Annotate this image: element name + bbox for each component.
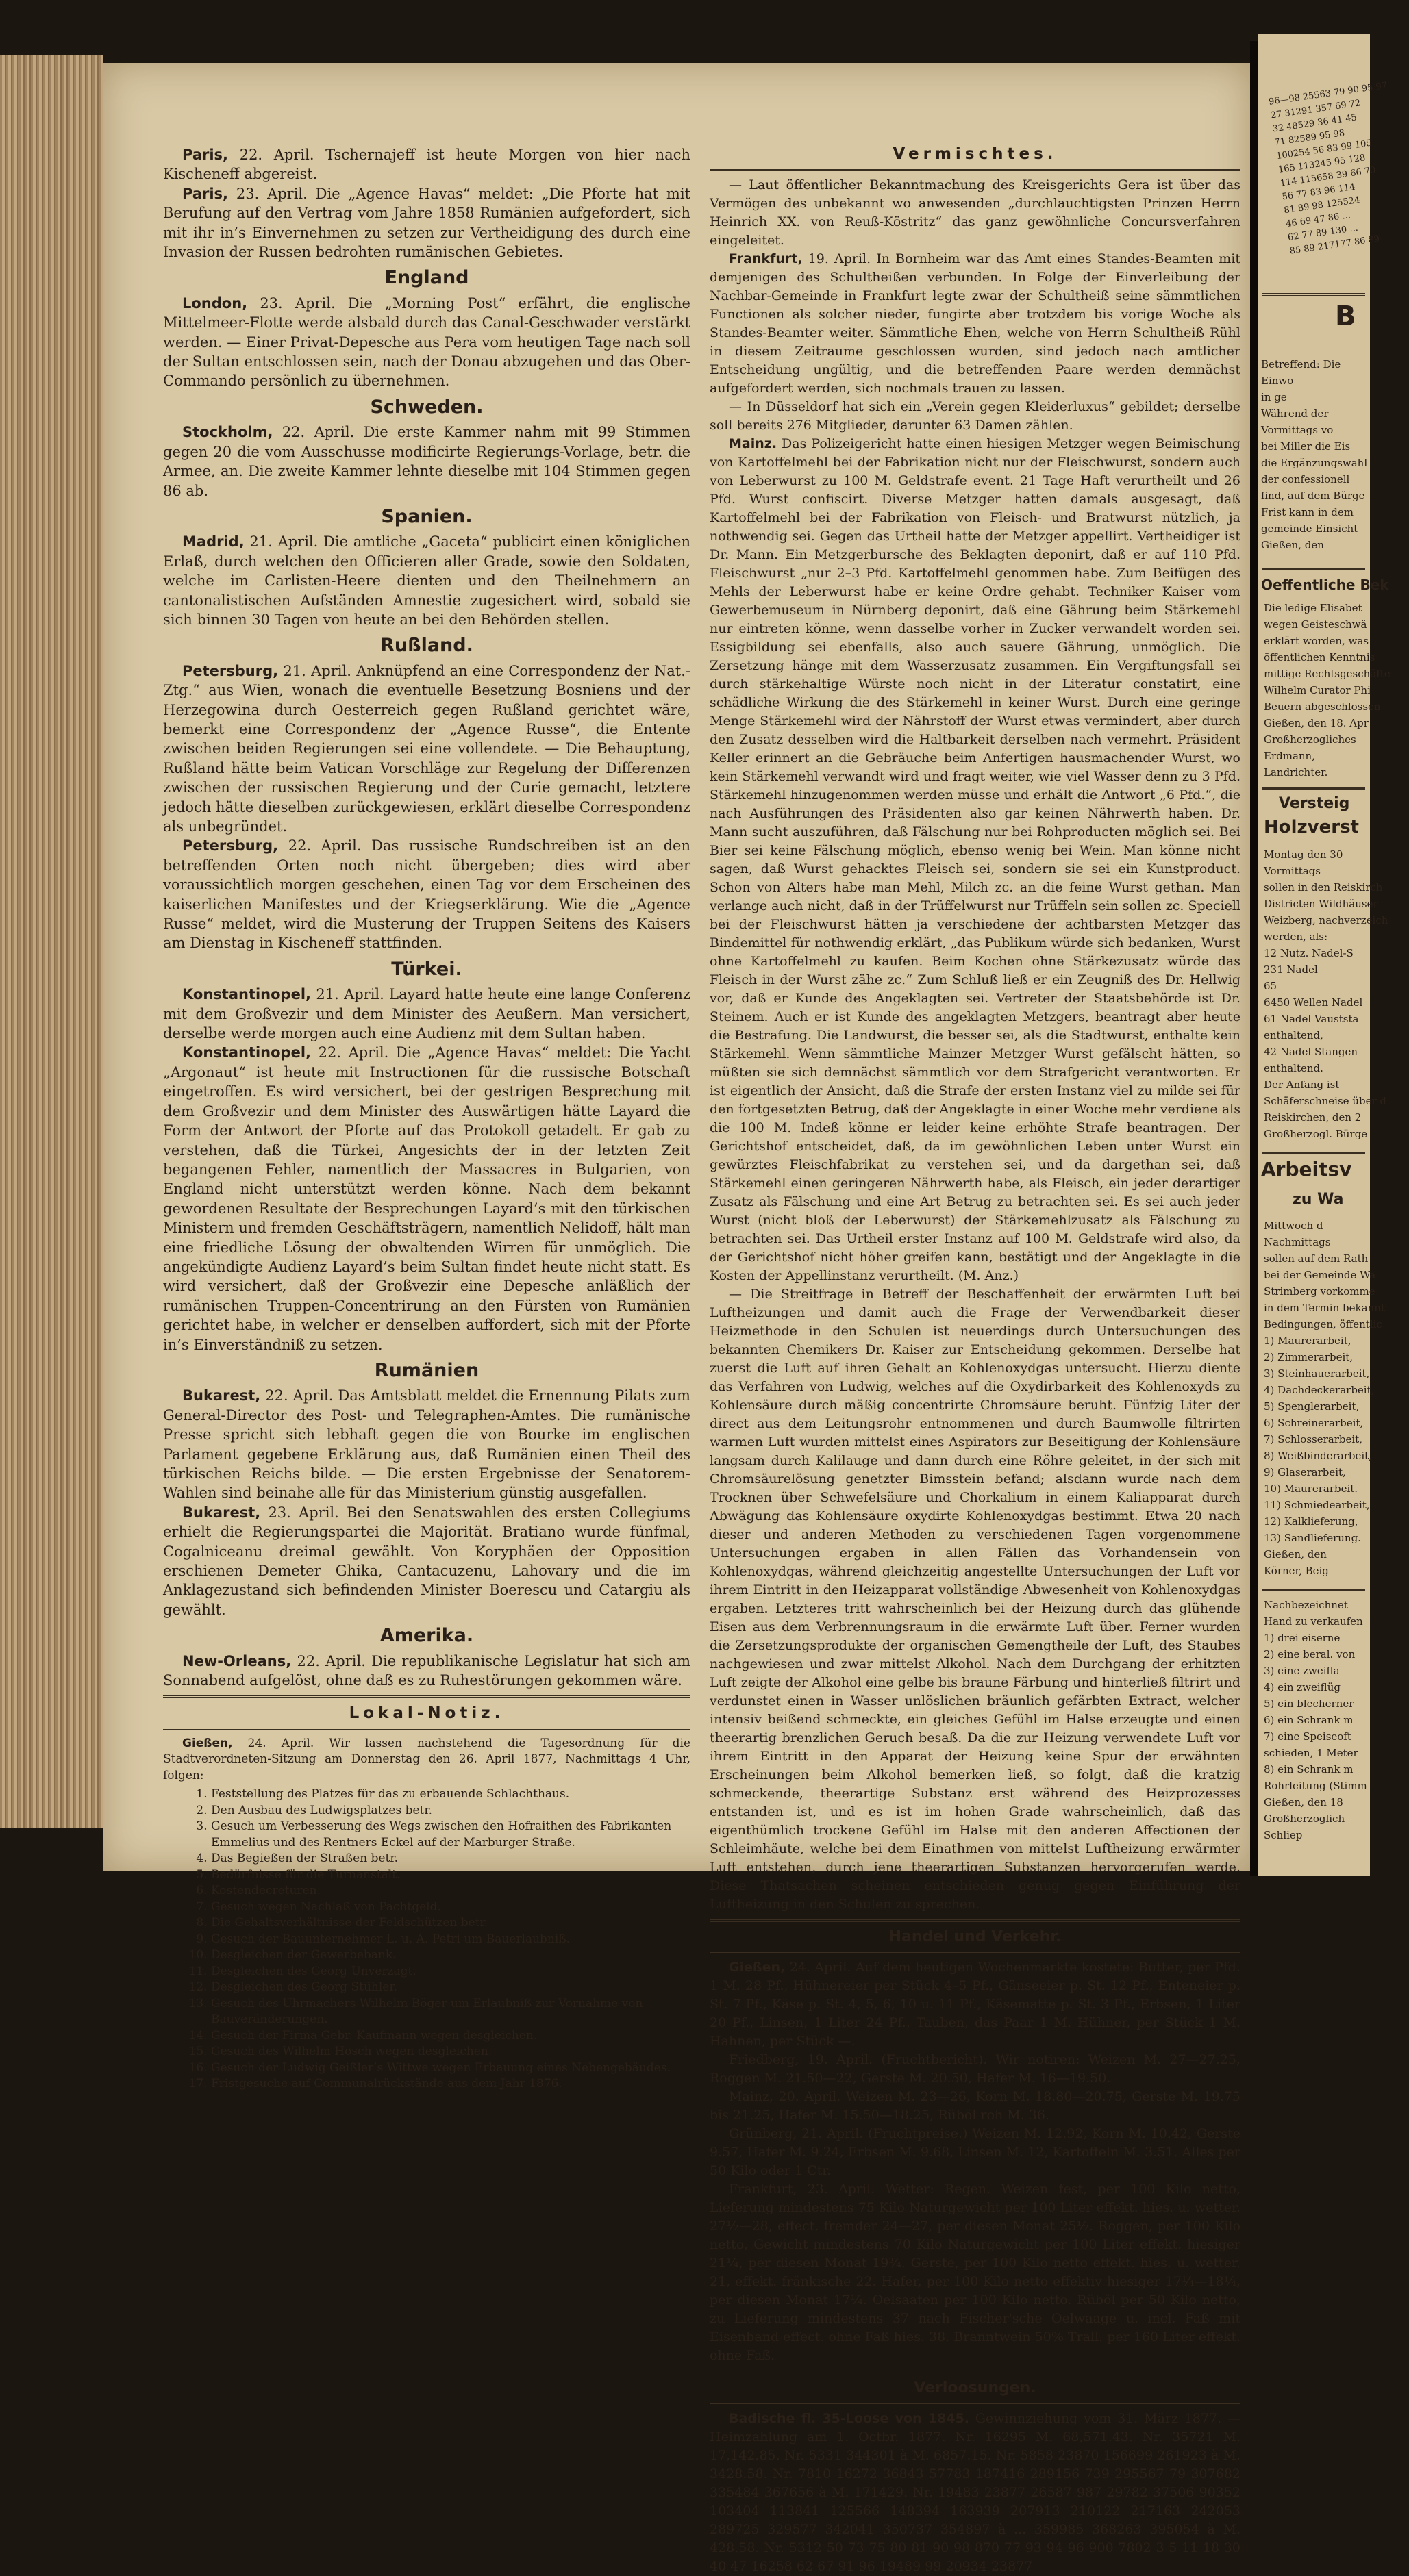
article-text: 22. April. Die erste Kammer nahm mit 99 Stimmen gegen 20 die vom Ausschusse modificirte Regierungs-Vorlage, betr. die Armee, an. Die zweite Kammer lehnte dieselbe mit 104 Stimmen gegen 86 ab. [163, 424, 690, 499]
ad-heading-versteigerung: Versteig [1279, 795, 1350, 812]
section-heading-rumaenien: Rumänien [374, 1359, 479, 1381]
dateline-place: Stockholm, [182, 424, 273, 441]
article-text: 23. April. Die „Morning Post“ erfährt, die englische Mittelmeer-Flotte werde alsbald durch das Canal-Geschwader verstärkt werden. — Einer Privat-Depesche aus Pera vom heutigen Tage nach soll der Sultan entschlossen sein, nach der Donau abzugehen und das Ober-Commando persönlich zu übernehmen. [163, 294, 690, 390]
agenda-item: 14. Gesuch der Firma Gebr. Kaufmann wegen desgleichen. [211, 2028, 690, 2045]
section-rule [1262, 787, 1365, 790]
dateline-place: Petersburg, [182, 837, 279, 855]
market-mainz: Mainz, 20. April. Weizen M. 23—26, Korn M. 18.80—20.75, Gerste M. 19.75 bis 21.25, Hafer M. 15.50—18.25, Rüböl roh M. 36. [710, 2089, 1240, 2123]
dateline-place: Mainz. [729, 436, 777, 451]
article-text: 21. April. Anknüpfend an eine Correspondenz der Nat.-Ztg.“ aus Wien, wonach die eventuelle Besetzung Bosniens und der Herzegowina durch Oesterreich gegen Rußland gerichtet wäre, bemerkt eine Correspondenz der „Agence Russe“, die Entente zwischen beiden Regierungen sei eine vollendete. — Die Behauptung, Rußland hätte beim Vatican Vorschläge zur Regelung der Differenzen zwischen der russischen Regierung und der Curie gemacht, letztere jedoch hätte dieselben zurückgewiesen, erklärt dieselbe Correspondenz als unbegründet. [163, 662, 690, 835]
section-rule [1262, 293, 1365, 296]
article-text: 22. April. Das Amtsblatt meldet die Ernennung Pilats zum General-Director des Post- und Telegraphen-Amtes. Die rumänische Presse spricht sich lebhaft gegen die von Bourke im englischen Parlament gegebene Erklärung aus, daß Rumänien einen Theil des türkischen Reichs bilde. — Die ersten Ergebnisse der Senatorem-Wahlen sind beinahe alle für das Ministerium günstig ausgefallen. [163, 1387, 690, 1502]
adjacent-page [1258, 34, 1391, 1876]
article-paris-2 [163, 184, 690, 262]
article-text: 22. April. Die „Agence Havas“ meldet: Die Yacht „Argonaut“ ist heute mit Instructionen für die russische Botschaft eingetroffen. Es wird versichert, bei der gestrigen Besprechung mit dem Großvezir und dem Minister des Auswärtigen hätte Layard die Form der Antwort der Pforte auf das Protokoll getadelt. Er gab zu verstehen, daß die Türkei, Angesichts der in der letzten Zeit begangenen Fehler, namentlich der Massacres in Bulgarien, von England nicht unterstützt werden könne. Nach dem bekannt gewordenen Resultate der Besprechungen Layard’s mit den türkischen Ministern und fremden Geschäftsträgern, namentlich Nelidoff, hält man eine friedliche Lösung der obwaltenden Wirren für unmöglich. Die angekündigte Audienz Layard’s beim Sultan findet heute nicht statt. Es wird versichert, daß der Großvezir eine Depesche anläßlich der rumänischen Truppen-Concentrirung an den Fürsten von Rumänien gerichtet habe, in welcher er denselben auffordert, sich mit der Pforte in’s Einverständniß zu setzen. [163, 1044, 690, 1353]
section-rule [163, 1695, 690, 1698]
dateline-place: New-Orleans, [182, 1652, 292, 1669]
market-frankfurt: Frankfurt, 23. April. Wetter: Regen. Weizen fest, per 100 Kilo netto, Lieferung mindestens 75 Kilo Naturgewicht per 100 Liter effekt. hies. u. wetter. 27½—28, effect. fremder 24—27, per diesen Monat 25½. Roggen, per 100 Kilo netto, Gewicht mindestens 70 Kilo Naturgewicht per 100 Liter effekt. hiesiger 21¼, per diesen Monat 19¾. Gerste, per 100 Kilo netto effekt. hies. u. wetter. 21, effekt. fränkische 22. Hafer, per 100 Kilo netto effektiv hiesiger 17¼—18¼, per diesen Monat 17¼. Oelsaaten per 100 Kilo netto. Rüböl per 50 Kilo netto, zu Lieferung mindestens 37 nach Fischer'sche Oelwaage u. incl. Faß mit Eisenband effect. ohne Faß hies. 38. Branntwein 50% Trall. per 160 Liter effekt. ohne Faß. [710, 2182, 1240, 2363]
dateline-place: Konstantinopel, [182, 1044, 312, 1061]
dateline-place: Paris, [182, 147, 229, 163]
section-rule [1262, 568, 1365, 570]
ad-heading-b: B [1335, 301, 1356, 332]
article-text: 19. April. In Bornheim war das Amt eines Standes-Beamten mit demjenigen des Schultheißen verbunden. In Folge der Einverleibung der Nachbar-Gemeinde in Frankfurt legte zwar der Schultheiß seine sämmtlichen Functionen als solcher nieder, fungirte aber trotzdem bis vorige Woche als Standes-Beamter weiter. Sämmtliche Ehen, welche von Herrn Schultheiß Rühl in diesem Zeitraume geschlossen wurden, sind jedoch nach amtlicher Entscheidung ungültig, und die betreffenden Paare werden demnächst aufgefordert werden, sich nochmals trauen zu lassen. [710, 251, 1241, 396]
lottery-title: Badische fl. 35-Loose von 1845. [729, 2411, 970, 2426]
article-text: 21. April. Layard hatte heute eine lange Conferenz mit dem Großvezir und dem Minister des Aeußern. Man versichert, derselbe werde morgen auch eine Audienz mit dem Sultan haben. [163, 986, 690, 1042]
ad-heading-arbeitsvergebung: Arbeitsv [1261, 1158, 1352, 1180]
agenda-item: 1. Feststellung des Platzes für das zu erbauende Schlachthaus. [211, 1786, 690, 1803]
agenda-item: 9. Gesuch der Bauunternehmer L. u. A. Petri um Bauerlaubniß. [211, 1932, 690, 1948]
ad-verkauf-text: Nachbezeichnet Hand zu verkaufen 1) drei eiserne 2) eine beral. von 3) eine zweifla 4) ein zweiflüg 5) ein blecherner 6) ein Schrank m 7) eine Speiseoft schieden, 1 Meter 8) ein Schrank m Rohrleitung (Stimm Gießen, den 18 Großherzoglich Schliep [1264, 1599, 1367, 1841]
agenda-item: 6. Kostendecreturen. [211, 1883, 690, 1899]
market-giessen [710, 1958, 1240, 2051]
article-paris-1 [163, 145, 690, 184]
agenda-item: 5. Bedürfnisse für die Turnanstalt. [211, 1867, 690, 1884]
article-konstantinopel-2 [163, 1043, 690, 1354]
agenda-item: 12. Desgleichen des Georg Stühler. [211, 1980, 690, 1996]
agenda-list [163, 1786, 690, 2093]
article-lokal-notiz [163, 1736, 690, 1784]
agenda-item: 10. Desgleichen der Gewerbebank. [211, 1947, 690, 1964]
right-column [710, 145, 1240, 2576]
dateline-place: Bukarest, [182, 1504, 261, 1521]
section-heading-tuerkei: Türkei. [391, 958, 462, 980]
newspaper-page [103, 63, 1250, 2574]
market-gruenberg: Grünberg, 21. April. (Fruchtpreise.) Weizen M. 12.92, Korn M. 10.42, Gerste 9.57, Hafer M. 9.24, Erbsen M. 9.68, Linsen M. 12, Kartoffeln M. 3.51. Alles per 50 Kilo oder 1 Ctr. [710, 2126, 1240, 2178]
market-friedberg: Friedberg, 19. April. (Fruchtbericht). Wir notiren: Weizen M. 27—27.25, Roggen M. 21.50—22, Gerste M. 20.50, Hafer M. 16—19.50. [710, 2052, 1240, 2086]
agenda-item: 3. Gesuch um Verbesserung des Wegs zwischen den Hofraithen des Fabrikanten Emmelius und des Rentners Eckel auf der Marburger Straße. [211, 1819, 690, 1851]
article-stockholm [163, 422, 690, 501]
article-text: 24. April. Wir lassen nachstehend die Tagesordnung für die Stadtverordneten-Sitzung am Donnerstag den 26. April 1877, Nachmittags 4 Uhr, folgen: [163, 1736, 691, 1782]
section-rule [710, 1952, 1240, 1953]
section-heading-spanien: Spanien. [381, 505, 473, 527]
section-rule [163, 1729, 690, 1730]
section-heading-russland: Rußland. [380, 635, 473, 657]
article-new-orleans [163, 1652, 690, 1691]
section-heading-handel: Handel und Verkehr. [888, 1928, 1062, 1945]
section-rule [1262, 1589, 1365, 1591]
lottery-baden [710, 2410, 1240, 2576]
section-heading-lokal: Lokal-Notiz. [349, 1704, 505, 1723]
agenda-item: 11. Desgleichen des Georg Unverzagt. [211, 1964, 690, 1980]
dateline-place: Gießen, [182, 1736, 233, 1750]
agenda-item: 17. Fristgesuche auf Communalrückstände aus dem Jahr 1876. [211, 2076, 690, 2093]
article-gera: — Laut öffentlicher Bekanntmachung des Kreisgerichts Gera ist über das Vermögen des unbekannt wo anwesenden „durchlauchtigsten Prinzen Herrn Heinrich XX. von Reuß-Köstritz“ das ganz gewöhnliche Concursverfahren eingeleitet. [710, 177, 1240, 248]
section-heading-england: England [384, 267, 469, 289]
article-text: 22. April. Das russische Rundschreiben ist an den betreffenden Orten noch nicht übergeben; dies wird aber voraussichtlich morgen geschehen, einen Tag vor dem Erscheinen des kaiserlichen Manifestes und der Kriegserklärung. Wie die „Agence Russe“ meldet, wird die Musterung der Truppen Seitens des Kaisers am Dienstag in Kischeneff stattfinden. [163, 837, 690, 952]
article-frankfurt [710, 250, 1240, 398]
article-luftheizung: — Die Streitfrage in Betreff der Beschaffenheit der erwärmten Luft bei Luftheizungen und damit auch die Frage der Verwendbarkeit dieser Heizmethode in den Schulen ist neuerdings durch Untersuchungen des bekannten Chemikers Dr. Kaiser zur Entscheidung gekommen. Derselbe hat zuerst die Luft auf ihren Gehalt an Kohlenoxydgas untersucht. Hierzu diente das Verfahren von Ludwig, welches auf die Oxydirbarkeit des Kohlenoxyds zu Kohlensäure durch mäßig concentrirte Chromsäure beruht. Fünfzig Liter der direct aus dem Leitungsrohr entnommenen und durch Baumwolle filtrirten warmen Luft wurden mittelst eines Aspirators zur Beseitigung der Kohlensäure langsam durch Kalilauge und dann durch eine Röhre geleitet, in der sich mit Chromsäurelösung genetzter Bimsstein befand; alsdann wurde nach dem Trocknen über Schwefelsäure und Chorkalium in einem Kaliapparat durch Abwägung das Kohlensäure oxydirte Kohlenoxydgas bestimmt. Etwa 20 nach dieser und anderen Methoden zu verschiedenen Tagen vorgenommene Untersuchungen ergaben in allen Fällen das Vorhandensein von Kohlenoxydgas, während gleichzeitig angestellte Untersuchungen der Luft vor ihrem Eintritt in den Heizapparat vollständige Abwesenheit von Kohlenoxydgas ergaben. Letzteres tritt wahrscheinlich bei der Heizung durch das glühende Eisen aus dem Verbrennungsraum in die erwärmte Luft über. Ferner wurden die Zersetzungsprodukte der organischen Gemengtheile der Luft, des Staubes nachgewiesen und zwar mittelst Alkohol. Nach dem Durchgang der erhitzten Luft zeigte der Alkohol eine gelbe bis braune Färbung und hinterließ filtrirt und verdunstet einen in Wasser unlöslichen bräunlich gefärbten Extract, welcher intensiv beißend schmeckte, ein gleiches Gefühl im Halse erzeugte und einen theerartig brenzlichen Geruch besaß. Da die zur Heizung verwendete Luft vor ihrem Eintritt in den Apparat der Heizung keine Spur der erwähnten Erscheinungen beim Alkohol bemerken ließ, so folgt, daß die kratzig schmeckende, theerartige Substanz erst während des Heizprozesses entstanden ist, und es ist im hohen Grade wahrscheinlich, daß das eigenthümlich trockene Gefühl im Halse mit den anderen Affectionen der Schleimhäute, welche bei dem Einathmen von mittelst Luftheizung erwärmter Luft entstehen, durch jene theerartigen Substanzen hervorgerufen werde. Diese Thatsachen scheinen entschieden genug gegen Einführung der Luftheizung in den Schulen zu sprechen. [710, 1287, 1240, 1912]
agenda-item: 16. Gesuch der Ludwig Geißler’s Wittwe wegen Erbauung eines Nebengebäudes. [211, 2060, 690, 2077]
agenda-item: 13. Gesuch des Uhrmachers Wilhelm Böger um Erlaubniß zur Vornahme von Bauveränderungen. [211, 1996, 690, 2028]
dateline-place: Konstantinopel, [182, 986, 312, 1003]
dateline-place: Madrid, [182, 533, 245, 551]
left-column [163, 145, 690, 2093]
section-heading-amerika: Amerika. [379, 1625, 474, 1647]
ad-arbeit-text: Mittwoch d Nachmittags sollen auf dem Rath bei der Gemeinde Wa Strimberg vorkomme in dem Termin bekannt Bedingungen, öffentlic 1) Maurerarbeit, 2) Zimmerarbeit, 3) Steinhauerarbeit, 4) Dachdeckerarbeit, 5) Spenglerarbeit, 6) Schreinerarbeit, 7) Schlosserarbeit, 8) Weißbinderarbeit, 9) Glaserarbeit, 10) Maurerarbeit. 11) Schmiedearbeit, 12) Kalklieferung, 13) Sandlieferung. Gießen, den Körner, Beig [1264, 1220, 1385, 1577]
section-rule [710, 2371, 1240, 2373]
section-rule [710, 169, 1240, 171]
article-duesseldorf: — In Düsseldorf hat sich ein „Verein gegen Kleiderluxus“ gebildet; derselbe soll bereits 276 Mitglieder, darunter 63 Damen zählen. [710, 399, 1240, 433]
section-rule [710, 1919, 1240, 1922]
article-text: 24. April. Auf dem heutigen Wochenmarkte kostete: Butter, per Pfd. 1 M. 28 Pf., Hühnereier per Stück 4–5 Pf., Gänseeier p. St. 12 Pf., Enteneier p. St. 7 Pf., Käse p. St. 4, 5, 6, 10 u. 11 Pf., Käsematte p. St. 3 Pf., Erbsen, 1 Liter 20 Pf., Linsen, 1 Liter 24 Pf., Tauben, das Paar 1 M. Hühner, per Stück 1 M. Hahnen, per Stück —. [710, 1960, 1240, 2049]
dateline-place: Gießen, [729, 1960, 786, 1975]
agenda-item: 15. Gesuch des Wilhelm Hosch wegen desgleichen. [211, 2044, 690, 2060]
agenda-item: 7. Gesuch wegen Nachlaß von Pachtgeld. [211, 1899, 690, 1916]
ad-heading-bekanntmachung: Oeffentliche Bek [1261, 577, 1389, 593]
article-text: 23. April. Bei den Senatswahlen des ersten Collegiums erhielt die Regierungspartei die Majorität. Bratiano wurde fünfmal, Cogalniceanu dreimal gewählt. Von Koryphäen der Opposition erschienen Demeter Ghika, Cantacuzenu, Lahovary und die im Anklagezustand sich befindenden Minister Boerescu und Catargiu als gewählt. [163, 1504, 690, 1618]
book-gutter [1250, 41, 1258, 1876]
ad-bekanntmachung-text: Die ledige Elisabet wegen Geisteschwä erklärt worden, was öffentlichen Kenntnis mittige Rechtsgeschäfte Wilhelm Curator Phi Beuern abgeschlossen Gießen, den 18. Apr Großherzogliches Erdmann, Landrichter. [1264, 602, 1391, 779]
ad-subheading: zu Wa [1293, 1191, 1344, 1208]
article-bukarest-2 [163, 1503, 690, 1619]
section-heading-schweden: Schweden. [370, 396, 484, 418]
article-text: Gewinnziehung vom 31. März 1877. — Heimzahlung am 1. Octbr. 1877. Nr. 16295 M. 68,571.43. Nr. 35721 M. 17,142.85. Nr. 5331 344301 à M. 6857.15. Nr. 5858 23870 156699 261923 à M. 3428.58. Nr. 7810 16272 36843 57783 187416 289156 739 295567 79 307682 335484 367656 à M. 171429. Nr. 19483 23877 26587 987 29782 37506 90352 103404 113841 125566 148394 163939 207913 210122 217163 242053 289725 329577 342041 350737 354897 à ... 359985 368263 395054 à M. 428.58. Nr. 5312 50 73 75 80 81 90 98 870 77 93 94 96 900 7802 3 5 11 18 30 40 47 16258 62 67 91 96 19489 99 20934 23877 [710, 2411, 1240, 2574]
article-text: Das Polizeigericht hatte einen hiesigen Metzger wegen Beimischung von Kartoffelmehl bei der Fabrikation nicht nur der Fleischwurst, sondern auch von Leberwurst zu 100 M. Geldstrafe event. 21 Tage Haft verurtheilt und 26 Pfd. Wurst confiscirt. Diverse Metzger hatten damals ausgesagt, daß Kartoffelmehl bei der Fabrikation von Fleisch- und Bratwurst nützlich, ja nothwendig sei. Gegen das Urtheil hatte der Metzger appellirt. Vertheidiger ist Dr. Mann. Ein Metzgerbursche des Beklagten deponirt, daß er auf 110 Pfd. Fleischwurst „nur 2–3 Pfd. Kartoffelmehl genommen habe. Zum Beifügen des Mehls der Leberwurst habe er keine Ordre gehabt. Techniker Kaiser vom Gewerbemuseum in Nürnberg deponirt, daß eine Gährung beim Stärkemehl nur eintreten könne, wenn dasselbe vorher in Zucker verwandelt worden sei. Essigbildung sei ebenfalls, also auch sauere Gährung, unmöglich. Die Zersetzung hänge mit dem Wasserzusatz zusammen. Ein Vergiftungsfall sei durch stärkehaltige Würste noch nicht in der Literatur constatirt, eine schädliche Wirkung die des Stärkemehl in keiner Wurst. Durch eine geringe Menge Stärkemehl wird der Nährstoff der Wurst etwas vermindert, aber durch den Zusatz desselben wird die Haltbarkeit derselben nach vermehrt. Präsident Keller erinnert an die Gebräuche beim Anfertigen hausmachender Wurst, wo kein Stärkemehl verwandt wird und fragt weiter, wie viel Wasser denn zu 3 Pfd. Stärkemehl hinzugenommen werden müsse und erhält die Antwort „6 Pfd.“, die nach Ausführungen des Präsidenten also gar keinen Nährwerth haben. Dr. Mann sucht auszuführen, daß Fälschung nur bei Rohproducten möglich sei. Bei Bier sei keine Fälschung möglich, ebenso wenig bei Wein. Man könne nicht sagen, daß Wurst gehacktes Fleisch sei, sondern sie sei ein Kunstproduct. Schon von Alters habe man Mehl, Milch zc. an die feine Wurst gethan. Man verlange auch nicht, daß in der Trüffelwurst nur Trüffeln sein sollen zc. Speciell bei der Fleischwurst hätten ja verschiedene der achtbarsten Metzger das Bindemittel für nothwendig erklärt, „das Publikum würde sich bedanken, Wurst ohne Kartoffelmehl zu kaufen. Beim Kochen ohne Stärkezusatz würde das Fleisch in der Wurst zähe zc.“ Zum Schluß ließ er ein Zeugniß des Dr. Hellwig vor, daß er Kunde des Angeklagten sei. Vertreter der Staatsbehörde ist Dr. Steinem. Auch er ist Kunde des angeklagten Metzgers, beantragt aber heute die Bestrafung. Die Landwurst, die besser sei, als die Stadtwurst, enthalte kein Stärkemehl. Wenn sämmtliche Mainzer Metzger Wurst gefälscht hätten, so müßten sie sich demnächst sämmtlich vor dem Strafgericht verantworten. Er ist eigentlich der Ansicht, daß die Strafe der ersten Instanz viel zu milde sei für den fortgesetzten Betrug, daß der Angeklagte in einer Woche mehr verdiene als die 100 M. Indeß könne er leider keine erhöhte Strafe beantragen. Der Gerichtshof entscheidet, daß, da im gewöhnlichen Leben unter Wurst ein gewürztes Fleischfabrikat zu verstehen sei, und da dargethan sei, daß Stärkemehl einen geringeren Nährwerth habe, als Fleisch, ein jeder derartiger Zusatz als Fälschung und eine Art Betrug zu betrachten sei. Es sei auch jeder Wurst (nicht bloß der Leberwurst) der Stärkemehlzusatz als Fälschung zu betrachten sei. Das Urtheil erster Instanz auf 100 M. Geldstrafe wird also, da der Gerichtshof nicht höher greifen kann, bestätigt und der Angeklagte in die Kosten der Appellinstanz verurtheilt. [710, 436, 1240, 1283]
dateline-place: Petersburg, [182, 662, 279, 679]
agenda-item: 8. Die Gehaltsverhältnisse der Feldschützen betr. [211, 1915, 690, 1932]
ad-holz-text: Montag den 30 Vormittags sollen in den Reiskirch Districten Wildhäuser Weizberg, nachverzeich werden, als: 12 Nutz. Nadel-S 231 Nadel 65 6450 Wellen Nadel 61 Nadel Vauststa enthaltend, 42 Nadel Stangen enthaltend. Der Anfang ist Schäferschneise über d Reiskirchen, den 2 Großherzogl. Bürge [1264, 848, 1388, 1140]
article-text: 22. April. Tschernajeff ist heute Morgen von hier nach Kischeneff abgereist. [163, 147, 690, 183]
book-page-edges [0, 55, 103, 1828]
ad-notice-text: Betreffend: Die Einwo in ge Während der Vormittags vo bei Miller die Eis die Ergänzungswahl der confessionell find, auf dem Bürge Frist kann in dem gemeinde Einsicht Gießen, den [1261, 358, 1368, 551]
ad-heading-holzversteigerung: Holzverst [1264, 817, 1359, 837]
article-mainz [710, 435, 1240, 1285]
article-source: (M. Anz.) [958, 1268, 1019, 1283]
article-london [163, 294, 690, 391]
article-text: 22. April. Die republikanische Legislatur hat sich am Sonnabend aufgelöst, ohne daß es zu Ruhestörungen gekommen wäre. [163, 1652, 691, 1689]
dateline-place: Paris, [182, 185, 229, 202]
section-rule [710, 2403, 1240, 2404]
section-heading-vermischtes: Vermischtes. [893, 145, 1058, 163]
dateline-place: Bukarest, [182, 1387, 261, 1404]
dateline-place: Frankfurt, [729, 251, 803, 266]
article-bukarest-1 [163, 1386, 690, 1502]
article-petersburg-1 [163, 661, 690, 837]
section-rule [1262, 1152, 1365, 1154]
article-madrid [163, 532, 690, 629]
agenda-item: 2. Den Ausbau des Ludwigsplatzes betr. [211, 1803, 690, 1819]
section-heading-verloosungen: Verloosungen. [914, 2379, 1036, 2397]
article-petersburg-2 [163, 836, 690, 952]
agenda-item: 4. Das Begießen der Straßen betr. [211, 1851, 690, 1867]
article-konstantinopel-1 [163, 985, 690, 1043]
lottery-number-list: 96—98 25563 79 90 95 97 27 31291 357 69 72 32 48529 36 41 45 71 82589 95 98 100254 56 83 99 105 165 113245 95 128 114 115658 39 66 70 56 77 83 96 114 81 89 98 125524 46 69 47 86 ... 62 77 89 130 ... 85 89 217177 86 89 [1268, 80, 1388, 257]
article-text: 21. April. Die amtliche „Gaceta“ publicirt einen königlichen Erlaß, durch welchen den Officieren aller Grade, sowie den Soldaten, welche im Carlisten-Heere dienten und den Theilnehmern an cantonalistischen Aufständen Amnestie zugesichert wird, sobald sie sich binnen 30 Tagen von heute an bei den Behörden stellen. [163, 533, 690, 628]
dateline-place: London, [182, 294, 248, 312]
article-text: 23. April. Die „Agence Havas“ meldet: „Die Pforte hat mit Berufung auf den Vertrag vom Jahre 1858 Rumänien aufgefordert, sich mit ihr in’s Einvernehmen zu setzen zur Vertheidigung des durch eine Invasion der Russen bedrohten rumänischen Gebietes. [163, 185, 690, 261]
